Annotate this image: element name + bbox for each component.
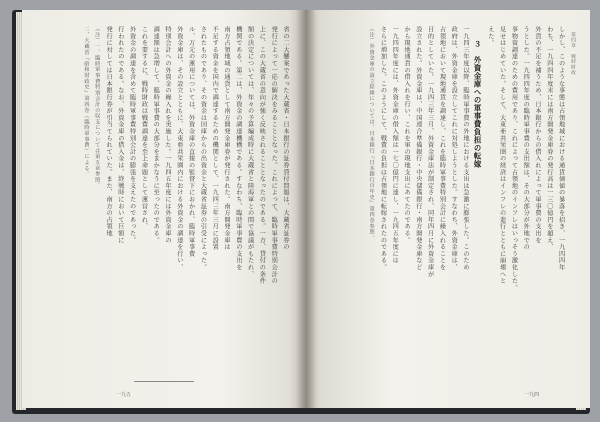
right-page <box>306 10 590 408</box>
text-column: わち、一九四四年度末には南方開発金庫券の発行高は一三〇億円を超え、 <box>545 26 553 251</box>
text-column: 外資金庫は、その設立とともに、大東亜共栄圏内における外資金の調達を行い、 <box>175 26 183 271</box>
right-page-text <box>324 26 574 366</box>
open-book <box>12 4 590 416</box>
text-column: 省の二大懸案であった大蔵省・日本銀行の証券貸付問題は、大蔵省証券の <box>282 26 289 251</box>
text-column: 行われたのである。なお、外資金庫の借入金は、終戦時において巨額に <box>116 26 124 244</box>
text-column: うとした。一九四四年度の臨時軍事費の支出額は、その大部分が外地での <box>522 26 530 251</box>
footnote-column: 二、大蔵省『昭和財政史』第四巻（臨時軍事費）による。 <box>83 26 90 177</box>
text-column: ル、万元の運用については、外資金庫の直接の監督下におかれ、臨時軍事費 <box>187 26 195 258</box>
text-column: 額の決定については、年々の予算編成時に大蔵省と陸海軍との間で協議がもたれ、 <box>246 26 254 278</box>
section-heading: ３ 外資金庫への軍事費負担の転嫁 <box>473 40 483 168</box>
text-column: えた。 <box>486 26 494 47</box>
text-column: しかし、このような事態は占領地域における通貨価値の暴落を招き、一九四四年 <box>557 26 565 271</box>
text-column: 南方占領地域の通貨として南方開発金庫券が発行された。南方開発金庫は <box>223 26 231 251</box>
book-gutter <box>296 10 316 408</box>
text-column: 発行によって一応の解決をみることとなった。これによって、臨時軍事費特別会計の <box>270 26 278 285</box>
page-number-left: 一九五 <box>116 392 132 398</box>
text-column: 不足する資金を国内で調達するための機関として、一九四三年三月に設置 <box>211 26 219 251</box>
footnote-column: （注）外資金庫の設立経緯については、日本銀行『日本銀行百年史』第四巻参照。 <box>368 26 375 241</box>
text-column: 設立された。外資金庫は、中国連合準備銀行・中央儲備銀行・南方開発金庫など <box>414 26 422 271</box>
text-column: 一九四四年度には、外資金庫の借入額は一七〇億円に達し、一九四五年度には <box>391 26 399 264</box>
text-column: されたものであり、その資金は国庫からの出資金と大蔵省証券の引受によった。 <box>199 26 207 271</box>
text-column: 見せはじめていた。そして、大東亜共栄圏の経済はインフレの進行とともに崩壊へと <box>498 26 506 285</box>
text-column: 上に、この大蔵省の意向が強く反映されることとなったのである。一方、貸付の条件 <box>258 26 266 285</box>
page-number-right: 一九四 <box>524 392 540 398</box>
text-column: 発行に対しては日本銀行券が引当てられていた。また、南方の占領地 <box>105 26 113 237</box>
running-head: 第四章 戦時財政 <box>570 32 575 76</box>
text-column: から現地通貨の借入れを行い、これを軍の現地支出にあてたのである。 <box>403 26 411 244</box>
text-column: 外貨の不足を補うため、日本銀行からの借入れによって軍事費の支出を <box>534 26 542 244</box>
footnote-rule <box>134 381 194 382</box>
text-column: 目的としていた。一九四三年三月、外資金庫法が制定され、同年四月に外資金庫が <box>426 26 434 278</box>
text-column: 占領地において現地通貨を調達し、これを臨時軍事費特別会計に繰入れることを <box>438 26 446 271</box>
left-page <box>22 10 306 408</box>
left-page-text <box>32 26 288 366</box>
text-column: 外資金の調達を含めて臨時軍事費特別会計の膨張を支えたのであった。 <box>128 26 136 244</box>
text-column: 機関である。第二は、外資金の調達機構である。すなわち、臨時軍事費の支出を <box>234 26 242 271</box>
text-column: これを要するに、戦時財政は戦費調達を至上命題として運営され、 <box>140 26 148 230</box>
text-column: 政府は、外資金庫を設立してこれに対処しようとした。すなわち、外資金庫は、 <box>450 26 458 271</box>
text-column: さらに増加した。このようにして、戦費の負担は占領地に転嫁されたのである。 <box>379 26 387 271</box>
footnote-column: （注）一、臨時軍事費特別会計の収支については第五章参照。 <box>94 26 101 189</box>
text-column: 特別会計への外資金の繰入れを実施した。一九四五年度には外資金庫の <box>164 26 172 244</box>
text-column: 調達額は急増して、臨時軍事費の大部分をまかなうに至ったのである。 <box>152 26 160 244</box>
text-column: 事物資調達のための費用であり、これによって占領地のインフレはいっそう激化した。 <box>510 26 518 292</box>
text-column: 一九四三年度以降、臨時軍事費の外地における支出は急激に膨張した。このため <box>462 26 470 271</box>
